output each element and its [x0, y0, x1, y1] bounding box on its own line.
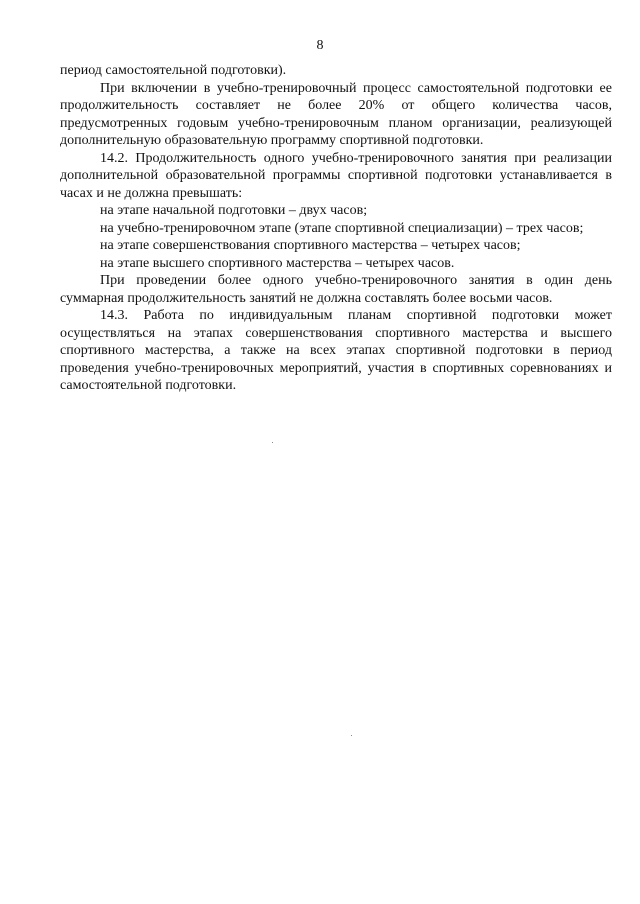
list-item-improvement-stage: на этапе совершенствования спортивного мастерства – четырех часов; — [100, 238, 521, 253]
scan-speck — [351, 735, 352, 736]
paragraph-self-preparation: При включении в учебно-тренировочный процесс самостоятельной подготовки ее продолжительность составляет не более 20% от общего количества часов, предусмотренных годовым учебно-тренировочным планом организации, реализующей дополнительную образовательную программу спортивной подготовки. — [60, 80, 612, 148]
paragraph-continuation: период самостоятельной подготовки). — [60, 63, 287, 78]
scan-speck — [272, 442, 273, 443]
paragraph-14-2: 14.2. Продолжительность одного учебно-тренировочного занятия при реализации дополнительной образовательной программы спортивной подготовки устанавливается в часах и не должна превышать: — [60, 150, 612, 201]
document-body — [60, 62, 612, 395]
page-number: 8 — [316, 38, 324, 53]
list-item-initial-stage: на этапе начальной подготовки – двух часов; — [100, 203, 368, 218]
list-item-highest-mastery-stage: на этапе высшего спортивного мастерства – четырех часов. — [100, 255, 455, 271]
list-item-training-stage: на учебно-тренировочном этапе (этапе спортивной специализации) – трех часов; — [100, 220, 584, 236]
paragraph-14-3: 14.3. Работа по индивидуальным планам спортивной подготовки может осуществляться на этапах совершенствования спортивного мастерства и высшего спортивного мастерства, а также на всех этапах спортивной подготовки в период проведения учебно-тренировочных мероприятий, участия в спортивных соревнованиях и самостоятельной подготовки. — [60, 308, 612, 393]
paragraph-multiple-sessions: При проведении более одного учебно-тренировочного занятия в один день суммарная продолжительность занятий не должна составлять более восьми часов. — [60, 273, 612, 306]
